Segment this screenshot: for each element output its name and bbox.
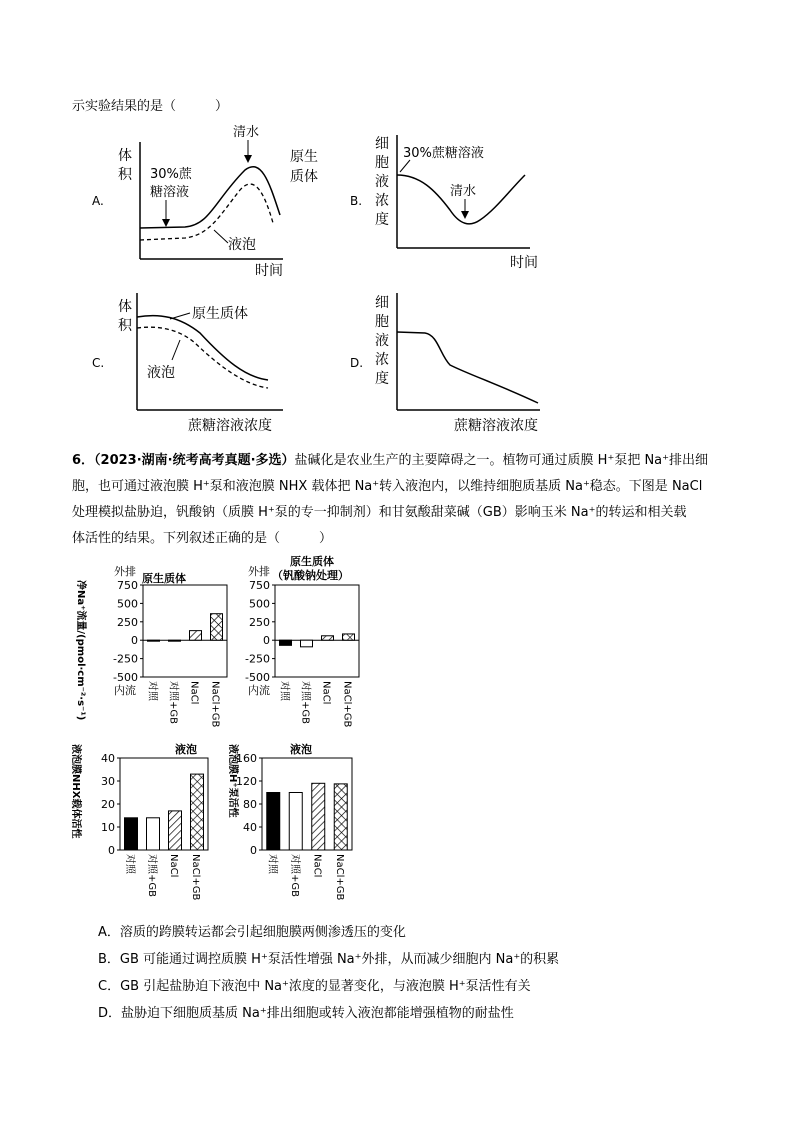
category-label: 对照+GB xyxy=(167,681,179,724)
bar xyxy=(211,614,223,640)
chart-vacuole-hpump xyxy=(227,742,352,900)
y-tick-label: 0 xyxy=(250,844,257,857)
y-tick-label: 20 xyxy=(101,798,115,811)
a-water-label: 清水 xyxy=(233,125,260,140)
option-d-label[interactable]: D. xyxy=(350,356,364,370)
choice-d[interactable]: D．盐胁迫下细胞质基质 Na⁺排出细胞或转入液泡都能增强植物的耐盐性 xyxy=(98,1006,514,1021)
a-protoplast-1: 原生 xyxy=(290,149,318,165)
y-tick-label: 40 xyxy=(243,821,257,834)
chart4-ylabel: 液泡膜H⁺泵活性 xyxy=(227,744,238,818)
chart-protoplast xyxy=(75,564,227,727)
option-d-graph xyxy=(350,293,540,434)
y-tick-label: -500 xyxy=(113,671,138,684)
category-label: NaCl xyxy=(320,681,332,705)
a-x-label: 时间 xyxy=(255,263,283,279)
y-tick-label: 250 xyxy=(117,615,138,629)
choice-a[interactable]: A．溶质的跨膜转运都会引起细胞膜两侧渗透压的变化 xyxy=(98,925,406,940)
option-b-graph xyxy=(350,135,538,271)
y-tick-label: 80 xyxy=(243,798,257,811)
bar xyxy=(125,818,138,850)
bar xyxy=(190,631,202,641)
bar xyxy=(322,636,334,640)
bar xyxy=(267,793,280,851)
q6-line-2: 胞，也可通过液泡膜 H⁺泵和液泡膜 NHX 载体把 Na⁺转入液泡内，以维持细胞质基质 Na⁺稳态。下图是 NaCl xyxy=(72,479,703,494)
a-sucrose-label-2: 糖溶液 xyxy=(150,185,190,200)
bar xyxy=(169,811,182,850)
svg-text:度: 度 xyxy=(375,212,389,228)
chart1-ylabel: 净Na⁺流量/(pmol·cm⁻²·s⁻¹) xyxy=(75,580,86,721)
choice-c[interactable]: C．GB 引起盐胁迫下液泡中 Na⁺浓度的显著变化，与液泡膜 H⁺泵活性有关 xyxy=(98,979,531,994)
chart-vacuole-nhx xyxy=(70,742,208,900)
chart2-bottom-label: 内流 xyxy=(248,684,270,697)
category-label: 对照+GB xyxy=(288,854,300,897)
d-x-label: 蔗糖溶液浓度 xyxy=(454,418,538,434)
a-y-label-2: 积 xyxy=(118,167,132,183)
y-tick-label: 0 xyxy=(263,634,270,648)
chart1-bottom-label: 内流 xyxy=(114,684,136,697)
chart1-title: 原生质体 xyxy=(142,572,186,585)
category-label: NaCl+GB xyxy=(209,681,221,728)
chart2-title: 原生质体 xyxy=(290,555,334,568)
bar xyxy=(147,818,160,850)
chart2-subtitle: （钒酸钠处理） xyxy=(272,569,349,582)
c-protoplast-label: 原生质体 xyxy=(192,306,248,322)
category-label: 对照 xyxy=(146,681,158,701)
bar xyxy=(301,640,313,647)
y-tick-label: 30 xyxy=(101,775,115,788)
bar xyxy=(289,793,302,851)
svg-text:体: 体 xyxy=(118,299,132,315)
chart3-title: 液泡 xyxy=(175,743,197,756)
b-x-label: 时间 xyxy=(510,255,538,271)
y-tick-label: 10 xyxy=(101,821,115,834)
category-label: NaCl xyxy=(188,681,200,705)
b-sucrose-label: 30%蔗糖溶液 xyxy=(403,146,484,161)
q6-number: 6． xyxy=(72,453,95,468)
option-b-label[interactable]: B. xyxy=(350,194,363,208)
chart4-title: 液泡 xyxy=(290,743,312,756)
y-tick-label: 750 xyxy=(117,579,138,592)
category-label: 对照 xyxy=(124,854,135,874)
svg-text:液: 液 xyxy=(375,174,389,190)
q5-options-figure xyxy=(0,115,794,440)
bar xyxy=(343,634,355,640)
chart1-top-label: 外排 xyxy=(114,565,136,578)
q6-line-1 xyxy=(72,449,708,468)
svg-text:浓: 浓 xyxy=(375,352,389,368)
chart2-top-label: 外排 xyxy=(248,565,270,578)
y-tick-label: 120 xyxy=(236,775,257,788)
c-vacuole-label: 液泡 xyxy=(147,365,175,381)
y-tick-label: 500 xyxy=(249,597,270,611)
svg-text:度: 度 xyxy=(375,371,389,387)
chart3-ylabel: 液泡膜NHX载体活性 xyxy=(70,744,81,839)
bar xyxy=(334,784,347,850)
option-c-label[interactable]: C. xyxy=(92,356,105,370)
y-tick-label: -250 xyxy=(113,652,138,666)
bar xyxy=(148,640,160,641)
option-c-graph xyxy=(92,293,283,434)
q6-line-3: 处理模拟盐胁迫，钒酸钠（质膜 H⁺泵的专一抑制剂）和甘氨酸甜菜碱（GB）影响玉米 Na⁺的转运和相关载 xyxy=(72,505,687,520)
y-tick-label: 750 xyxy=(249,579,270,592)
b-curve xyxy=(397,175,525,224)
bar xyxy=(191,774,204,850)
y-tick-label: -500 xyxy=(245,671,270,684)
y-tick-label: -250 xyxy=(245,652,270,666)
svg-text:胞: 胞 xyxy=(375,155,389,171)
svg-text:浓: 浓 xyxy=(375,193,389,209)
y-tick-label: 40 xyxy=(101,752,115,765)
chart2-frame xyxy=(275,585,359,677)
y-tick-label: 0 xyxy=(131,634,138,648)
svg-text:积: 积 xyxy=(118,318,132,334)
category-label: NaCl+GB xyxy=(333,854,345,901)
y-tick-label: 0 xyxy=(108,844,115,857)
category-label: 对照 xyxy=(278,681,290,701)
a-sucrose-label-1: 30%蔗 xyxy=(150,167,192,182)
category-label: NaCl+GB xyxy=(190,854,201,901)
svg-text:细: 细 xyxy=(375,136,389,152)
q6-bar-charts xyxy=(70,552,390,910)
svg-text:液: 液 xyxy=(375,333,389,349)
bar xyxy=(280,640,292,645)
svg-text:胞: 胞 xyxy=(375,314,389,330)
y-tick-label: 250 xyxy=(249,615,270,629)
bar xyxy=(312,783,325,850)
q6-line-4: 体活性的结果。下列叙述正确的是（ ） xyxy=(72,531,333,546)
d-curve xyxy=(397,332,538,403)
intro-text: 示实验结果的是（ ） xyxy=(72,99,229,114)
y-tick-label: 500 xyxy=(117,597,138,611)
a-protoplast-2: 质体 xyxy=(290,169,318,185)
y-tick-label: 160 xyxy=(236,752,257,765)
option-a-graph xyxy=(92,124,318,279)
category-label: 对照 xyxy=(266,854,278,874)
q6-source: （2023·湖南·统考高考真题·多选） xyxy=(94,453,295,468)
q6-stem-1: 盐碱化是农业生产的主要障碍之一。植物可通过质膜 H⁺泵把 Na⁺排出细 xyxy=(294,453,709,468)
category-label: 对照+GB xyxy=(146,854,157,897)
category-label: NaCl+GB xyxy=(341,681,353,728)
b-water-label: 清水 xyxy=(450,184,477,199)
category-label: 对照+GB xyxy=(299,681,311,724)
c-x-label: 蔗糖溶液浓度 xyxy=(188,418,272,434)
choice-b[interactable]: B．GB 可能通过调控质膜 H⁺泵活性增强 Na⁺外排，从而减少细胞内 Na⁺的积累 xyxy=(98,952,560,967)
bar xyxy=(169,640,181,641)
a-y-label-1: 体 xyxy=(118,148,132,164)
svg-text:细: 细 xyxy=(375,295,389,311)
category-label: NaCl xyxy=(311,854,323,878)
a-vacuole-label: 液泡 xyxy=(228,237,256,253)
option-a-label[interactable]: A. xyxy=(92,194,104,208)
chart-protoplast-vanadate xyxy=(245,554,359,727)
category-label: NaCl xyxy=(168,854,179,878)
